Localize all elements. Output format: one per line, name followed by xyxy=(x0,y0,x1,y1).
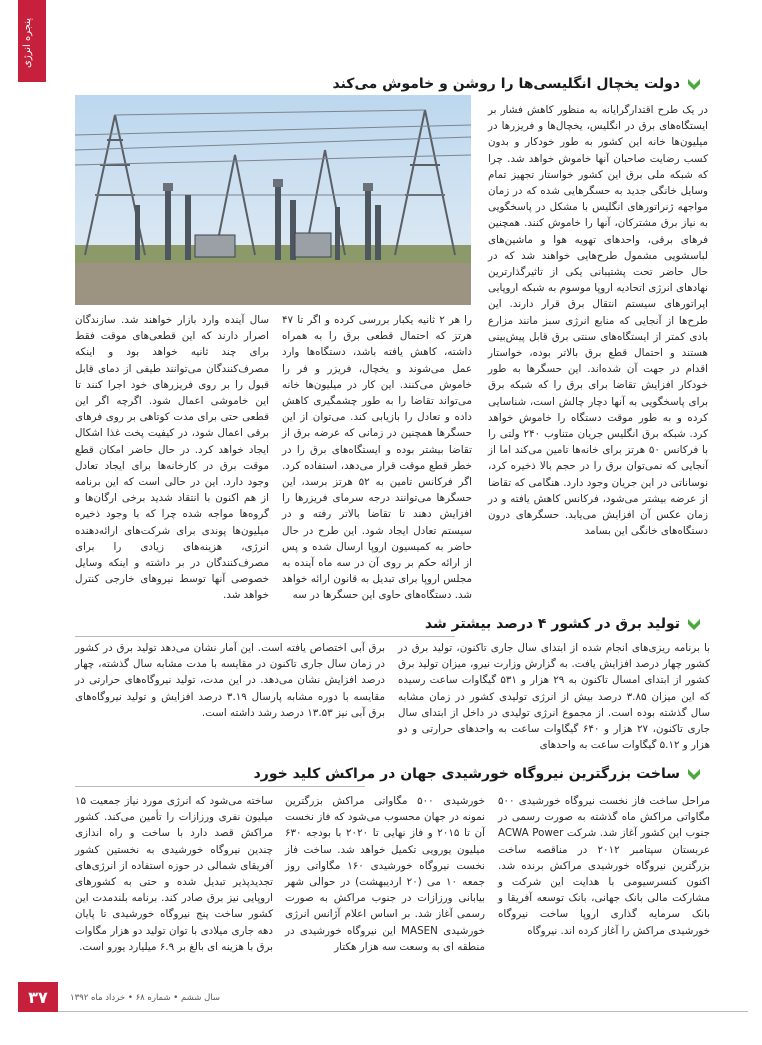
article1-text-right: در یک طرح اقتدارگرایانه به منظور کاهش فشار بر ایستگاه‌های برق در انگلیس، یخچال‌ها و فریزرها در میلیون‌ها خانه این کشور به طور خودکار و بدون کسب رضایت صاحبان آنها خاموش خواهد شد. چرا که شبکه ملی برق این کشور خواستار تجهیز تمام وسایل خانگی جدید به حسگرهایی شده که در زمان مواجهه ژنراتورهای انگلیس با مشکل در پاسخگویی به نیاز برق مشترکان، آنها را خاموش کنند. همچنین فرهای برقی، واحدهای تهویه هوا و ماشین‌های لباسشویی مشمول طرح‌هایی خواهند شد که در حال حاضر تحت پشتیبانی یکی از تاثیرگذارترین نهادهای انرژی اتحادیه اروپا موسوم به شبکه اروپایی اپراتورهای سیستم انتقال برق قرار دارند. این طرح‌ها از آنجایی که منابع انرژی سبز مانند مزارع بادی کمتر از ایستگاه‌های سنتی برق قابل پیش‌بینی هستند و احتمال قطع برق بالاتر بوده، خواستار اقدام در جهت آن شده‌اند. این حسگرها به طور خودکار افزایش تقاضا برای برق را که شبکه برق برای پاسخگویی به آنها دچار چالش است، شناسایی کرده و به طور موقت دستگاه را خاموش خواهد کرد. شبکه برق انگلیس جریان متناوب ۲۴۰ ولتی را با فرکانس ۵۰ هرتز برای خانه‌ها تامین می‌کند اما از آنجایی که نمی‌توان برق را در حجم بالا ذخیره کرد، نوساناتی در این جریان وجود دارد. هنگامی که تقاضا از عرضه بیشتر می‌شود، فرکانس کاهش یافته و در زمان عکس آن افزایش می‌یابد. حسگرهای درون دستگاه‌های خانگی این بسامد xyxy=(488,104,708,538)
article2-column-right xyxy=(398,640,710,753)
article1-column-right xyxy=(488,102,708,539)
article2-title: تولید برق در کشور ۴ درصد بیشتر شد xyxy=(424,616,680,632)
chevron-icon xyxy=(686,76,702,92)
article3-text-middle: خورشیدی ۵۰۰ مگاواتی مراکش بزرگترین نمونه در جهان محسوب می‌شود که فاز نخست آن تا ۲۰۱۵ و فاز نهایی تا ۲۰۲۰ با بودجه ۶۳۰ میلیون یورویی تکمیل خواهد شد. ساخت فاز نخست نیروگاه خورشیدی ۱۶۰ مگاواتی روز جمعه ۱۰ می (۲۰ اردیبهشت) در حوالی شهر بیابانی ورزازات در جنوب مراکش به صورت رسمی آغاز شد. بر اساس اعلام آژانس انرژی خورشیدی MASEN این نیروگاه خورشیدی در منطقه ای به وسعت سه هزار هکتار xyxy=(285,795,486,953)
article2-column-left xyxy=(75,640,385,721)
article3-column-right xyxy=(498,793,710,939)
divider xyxy=(75,786,365,787)
article3-column-middle xyxy=(285,793,485,955)
article1-column-left xyxy=(75,312,269,604)
article2-heading xyxy=(425,612,702,636)
article1-heading xyxy=(333,72,703,96)
power-substation-photo xyxy=(75,95,471,305)
article3-title: ساخت بزرگترین نیروگاه خورشیدی جهان در مراکش کلید خورد xyxy=(253,766,680,782)
article2-text-left: برق آبی اختصاص یافته است. این آمار نشان می‌دهد تولید برق در کشور در زمان سال جاری تاکنون در مقایسه با مدت مشابه سال گذشته، چهار درصد افزایش نشان می‌دهد. در این مدت، تولید نیروگاه‌های حرارتی در مقایسه با دوره مشابه پارسال ۳.۱۹ درصد افزایش و تولید نیروگاه‌های برق آبی نیز ۱۳.۵۳ درصد رشد داشته است. xyxy=(75,642,385,719)
issue-info: سال ششم • شماره ۶۸ • خرداد ماه ۱۳۹۲ xyxy=(70,993,220,1003)
article3-text-right: مراحل ساخت فاز نخست نیروگاه خورشیدی ۵۰۰ مگاواتی مراکش ماه گذشته به صورت رسمی در جنوب این کشور آغاز شد. شرکت ACWA Power عربستان سپتامبر ۲۰۱۲ در مناقصه ساخت بزرگترین نیروگاه خورشیدی مراکش برنده شد. اکنون کنسرسیومی با هدایت این شرکت و مشارکت مالی بانک جهانی، بانک توسعه آفریقا و بانک سرمایه گذاری اروپا ساخت نیروگاه خورشیدی مراکش را آغاز کرده اند. نیروگاه xyxy=(498,795,710,937)
article3-text-left: ساخته می‌شود که انرژی مورد نیاز جمعیت ۱۵ میلیون نفری ورزازات را تأمین می‌کند. کشور مراکش قصد دارد با ساخت و راه اندازی چندین نیروگاه خورشیدی به نخستین کشور آفریقای شمالی در حوزه استفاده از انرژی‌های تجدیدپذیر تبدیل شده و حتی به کشورهای اروپایی نیز برق صادر کند. برنامه بلندمدت این کشور ساخت پنج نیروگاه خورشیدی تا پایان دهه جاری میلادی با توان تولید دو هزار مگاوات برق با هزینه ای بالغ بر ۶.۹ میلیارد یورو است. xyxy=(75,795,273,953)
footer-divider xyxy=(18,1011,748,1012)
article1-text-middle: را هر ۲ ثانیه یکبار بررسی کرده و اگر تا ۴۷ هرتز که احتمال قطعی برق را به همراه داشته، کاهش یافته باشد، دستگاه‌ها وارد عمل می‌شوند و یخچال، فریزر و فر را خاموش می‌کنند. این کار در میلیون‌ها خانه می‌تواند تقاضا را به طور چشمگیری کاهش داده و تعادل را بازیابی کند. می‌توان از این حسگرها همچنین در زمانی که عرضه برق از تقاضا بیشتر بوده و ایستگاه‌های برق را در خطر قطع موقت قرار می‌دهد، استفاده کرد. اگر فرکانس تامین به ۵۲ هرتز برسد، این حسگرها می‌توانند درجه سرمای فریزرها را افزایش دهند تا تقاضا بالاتر رفته و در سیستم تعادل ایجاد شود. این طرح در حال حاضر به کمیسیون اروپا ارسال شده و پس از ارائه حکم بر روی آن در سه ماه آینده به مجلس اروپا برای تبدیل به قانون ارائه خواهد شد. دستگاه‌های حاوی این حسگرها در سه xyxy=(282,314,472,602)
article1-column-middle xyxy=(282,312,472,604)
article3-heading xyxy=(254,762,702,786)
divider xyxy=(75,636,455,637)
section-tab-label: پنجره انرژی xyxy=(22,18,33,68)
article1-title: دولت یخچال انگلیسی‌ها را روشن و خاموش می‌کند xyxy=(332,76,680,92)
chevron-icon xyxy=(686,766,702,782)
article1-text-left: سال آینده وارد بازار خواهند شد. سازندگان اصرار دارند که این قطعی‌های موقت فقط برای چند ثانیه خواهد بود و اینکه مصرف‌کنندگان می‌توانند طیفی از دمای قابل قبول را بر روی فریزرهای خود اجرا کنند تا این خاموشی اعمال شود. اگرچه اگر این قطعی حتی برای مدت کوتاهی بر روی فرهای برقی اعمال شود، در کیفیت پخت غذا اشکال ایجاد خواهد کرد. در حال حاضر امکان قطع موقت برق در کارخانه‌ها برای ایجاد تعادل وجود دارد. این در حالی است که این برنامه از هم اکنون با انتقاد شدید برخی ارگان‌ها و گروه‌ها مواجه شده چرا که با وجود ذخیره میلیون‌ها پوندی برای شرکت‌های ارائه‌دهنده انرژی، هزینه‌های زیادی را برای مصرف‌کنندگان در بر داشته و اینکه وسایل خصوصی آنها توسط نیروهای خارجی کنترل خواهد شد. xyxy=(75,314,269,602)
article3-column-left xyxy=(75,793,273,955)
article2-text-right: با برنامه ریزی‌های انجام شده از ابتدای سال جاری تاکنون، تولید برق در کشور چهار درصد افزایش یافت. به گزارش وزارت نیرو، میزان تولید برق کشور از ابتدای امسال تاکنون به ۲۹ هزار و ۵۳۱ گیگاوات ساعت رسیده که این میزان ۳.۸۵ درصد بیش از انرژی تولیدی کشور در زمان مشابه سال گذشته بوده است. از مجموع انرژی تولیدی در داخل از ابتدای سال جاری تاکنون، ۲۷ هزار و ۶۴۰ گیگاوات ساعت به واحدهای حرارتی و دو هزار و ۵.۱۲ گیگاوات ساعت به واحدهای xyxy=(398,642,710,752)
chevron-icon xyxy=(686,616,702,632)
section-tab xyxy=(18,0,46,82)
page-number: ۳۷ xyxy=(18,982,58,1012)
